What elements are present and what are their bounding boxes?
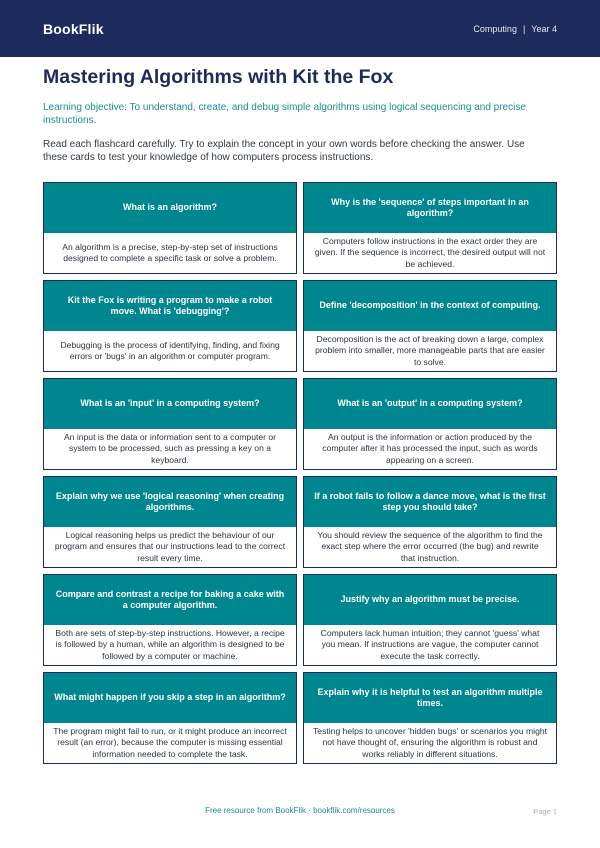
year-label: Year 4 [531, 23, 557, 34]
flashcard-answer: An input is the data or information sent to a computer or system to be processed, such as pressing a key on a keyboard. [44, 429, 296, 469]
flashcard[interactable] [43, 280, 297, 372]
footer-resource-link[interactable]: Free resource from BookFlik · bookflik.com/resources [205, 806, 395, 815]
flashcard-question: What might happen if you skip a step in an algorithm? [44, 673, 296, 723]
intro-text: Read each flashcard carefully. Try to explain the concept in your own words before checking the answer. Use these cards to test your knowledge of how computers process instructions. [43, 139, 525, 163]
flashcard-answer: Computers lack human intuition; they cannot 'guess' what you mean. If instructions are vague, the computer cannot execute the task correctly. [304, 625, 556, 665]
flashcard-answer: Both are sets of step-by-step instructions. However, a recipe is followed by a human, while an algorithm is designed to be followed by a computer or machine. [44, 625, 296, 665]
flashcard-question: Define 'decomposition' in the context of computing. [304, 281, 556, 331]
flashcard-question: Justify why an algorithm must be precise. [304, 575, 556, 625]
flashcard-question: Compare and contrast a recipe for baking a cake with a computer algorithm. [44, 575, 296, 625]
flashcard-question: Kit the Fox is writing a program to make a robot move. What is 'debugging'? [44, 281, 296, 331]
page-title: Mastering Algorithms with Kit the Fox [43, 66, 394, 88]
flashcard-answer: Decomposition is the act of breaking down a large, complex problem into smaller, more manageable parts that are easier to solve. [304, 331, 556, 371]
flashcard-question: Explain why it is helpful to test an algorithm multiple times. [304, 673, 556, 723]
page-number: Page 1 [533, 807, 557, 816]
learning-objective: Learning objective: To understand, create, and debug simple algorithms using logical sequencing and precise instructions. [43, 102, 526, 126]
flashcard-answer: The program might fail to run, or it might produce an incorrect result (an error), because the computer is missing essential information needed to complete the task. [44, 723, 296, 763]
flashcard-answer: An algorithm is a precise, step-by-step set of instructions designed to complete a specific task or solve a problem. [44, 233, 296, 273]
flashcard[interactable] [303, 280, 557, 372]
flashcard-question: What is an 'input' in a computing system? [44, 379, 296, 429]
flashcard-answer: An output is the information or action produced by the computer after it has processed the input, such as words appearing on a screen. [304, 429, 556, 469]
flashcard-answer: Logical reasoning helps us predict the behaviour of our program and ensures that our instructions lead to the correct result every time. [44, 527, 296, 567]
flashcard-question: What is an 'output' in a computing system? [304, 379, 556, 429]
header-bar [0, 0, 600, 57]
header-meta [473, 24, 557, 34]
flashcard[interactable] [303, 182, 557, 274]
flashcard[interactable] [43, 378, 297, 470]
flashcard[interactable] [43, 182, 297, 274]
flashcard[interactable] [303, 574, 557, 666]
subject-label: Computing [473, 23, 517, 34]
brand-logo[interactable]: BookFlik [43, 20, 104, 37]
flashcard[interactable] [303, 378, 557, 470]
flashcard[interactable] [303, 476, 557, 568]
flashcard[interactable] [43, 476, 297, 568]
flashcard-question: Why is the 'sequence' of steps important in an algorithm? [304, 183, 556, 233]
flashcard[interactable] [43, 574, 297, 666]
flashcard[interactable] [43, 672, 297, 764]
flashcard-answer: You should review the sequence of the algorithm to find the exact step where the error occurred (the bug) and rewrite that instruction. [304, 527, 556, 567]
flashcard-grid [43, 182, 557, 764]
flashcard-question: If a robot fails to follow a dance move, what is the first step you should take? [304, 477, 556, 527]
flashcard-question: What is an algorithm? [44, 183, 296, 233]
flashcard-question: Explain why we use 'logical reasoning' when creating algorithms. [44, 477, 296, 527]
flashcard-answer: Debugging is the process of identifying, finding, and fixing errors or 'bugs' in an algorithm or computer program. [44, 331, 296, 371]
flashcard-answer: Testing helps to uncover 'hidden bugs' or scenarios you might not have thought of, ensuring the algorithm is robust and works reliably in different situations. [304, 723, 556, 763]
flashcard-answer: Computers follow instructions in the exact order they are given. If the sequence is incorrect, the desired output will not be achieved. [304, 233, 556, 273]
meta-separator: | [522, 23, 526, 34]
flashcard[interactable] [303, 672, 557, 764]
